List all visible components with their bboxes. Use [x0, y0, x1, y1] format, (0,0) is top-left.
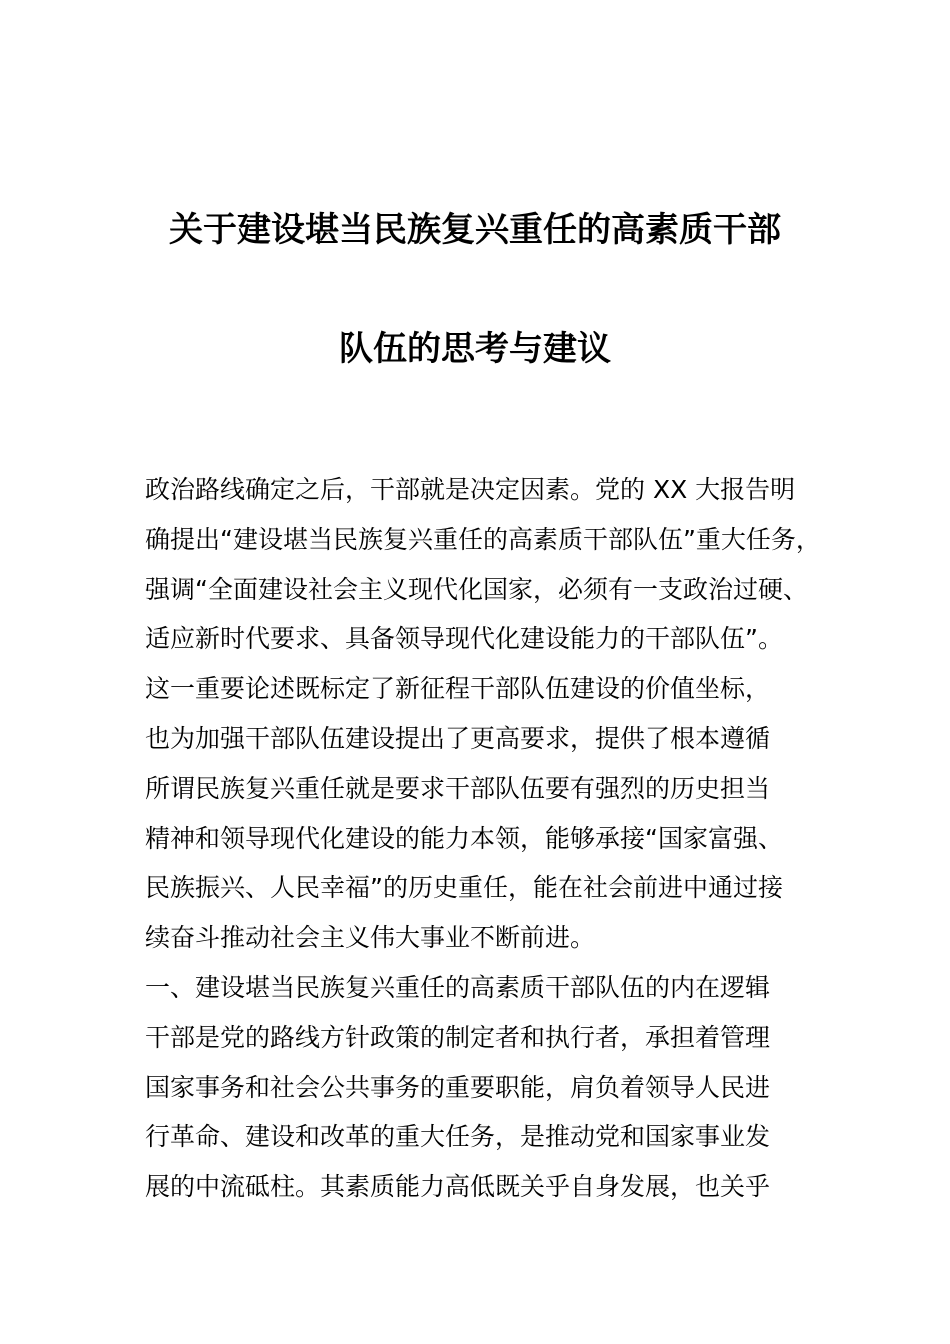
body-line: 适应新时代要求、具备领导现代化建设能力的干部队伍”。 [145, 624, 783, 654]
body-line: 展的中流砥柱。其素质能力高低既关乎自身发展，也关乎 [145, 1172, 771, 1202]
body-line: 民族振兴、人民幸福”的历史重任，能在社会前进中通过接 [145, 873, 783, 903]
body-line: 国家事务和社会公共事务的重要职能，肩负着领导人民进 [145, 1072, 771, 1102]
body-line: 政治路线确定之后，干部就是决定因素。党的 XX 大报告明 [145, 475, 796, 504]
body-line: 精神和领导现代化建设的能力本领，能够承接“国家富强、 [145, 823, 783, 853]
body-line: 也为加强干部队伍建设提出了更高要求，提供了根本遵循 [145, 723, 771, 753]
body-line: 行革命、建设和改革的重大任务，是推动党和国家事业发 [145, 1122, 771, 1152]
document-title-line-2: 队伍的思考与建议 [339, 329, 611, 369]
body-line: 续奋斗推动社会主义伟大事业不断前进。 [145, 923, 596, 953]
document-title-line-1: 关于建设堪当民族复兴重任的高素质干部 [169, 210, 781, 250]
body-line: 所谓民族复兴重任就是要求干部队伍要有强烈的历史担当 [145, 773, 771, 803]
body-line: 这一重要论述既标定了新征程干部队伍建设的价值坐标， [145, 674, 771, 704]
body-line: 确提出“建设堪当民族复兴重任的高素质干部队伍”重大任务， [145, 524, 821, 554]
document-body [145, 470, 845, 1217]
body-line: 干部是党的路线方针政策的制定者和执行者，承担着管理 [145, 1022, 771, 1052]
body-line: 强调“全面建设社会主义现代化国家，必须有一支政治过硬、 [145, 574, 808, 604]
section-heading-1: 一、建设堪当民族复兴重任的高素质干部队伍的内在逻辑 [145, 972, 771, 1002]
